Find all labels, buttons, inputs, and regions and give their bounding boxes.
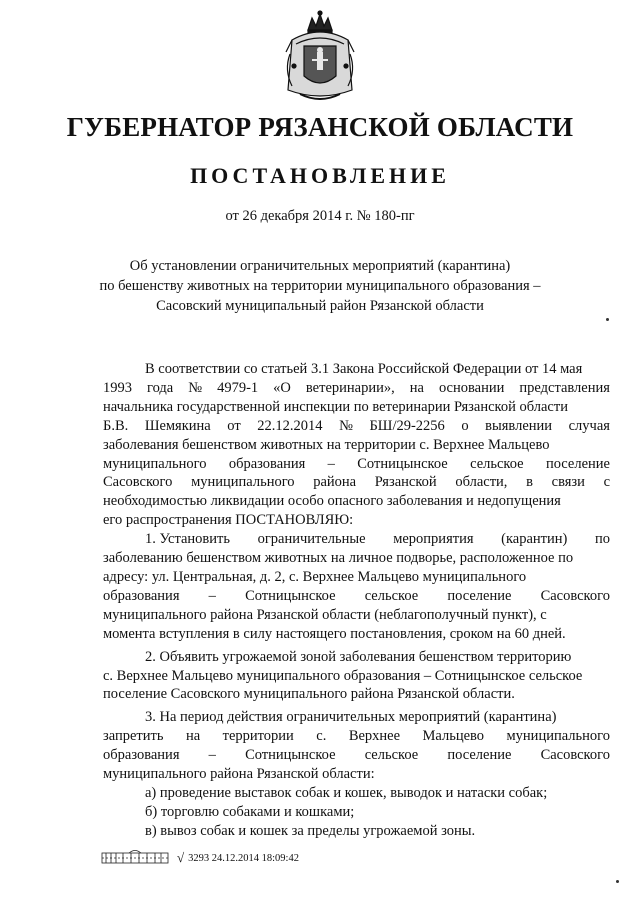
governor-title: ГУБЕРНАТОР РЯЗАНСКОЙ ОБЛАСТИ — [66, 112, 574, 142]
body-line: начальника государственной инспекции по ветеринарии Рязанской области — [103, 398, 568, 415]
paragraph-3-line: образования – Сотницынское сельское поселение Сасовского — [103, 747, 610, 764]
paragraph-3-line: 3. На период действия ограничительных мероприятий (карантина) — [145, 709, 557, 726]
paragraph-3-line: запретить на территории с. Верхнее Мальцево муниципального — [103, 728, 610, 745]
document-body — [103, 360, 610, 841]
paragraph-1-line: момента вступления в силу настоящего постановления, сроком на 60 дней. — [103, 625, 566, 642]
paragraph-3-line: муниципального района Рязанской области: — [103, 766, 375, 783]
body-line: заболевания бешенством животных на территории с. Верхнее Мальцево — [103, 436, 550, 453]
document-type: ПОСТАНОВЛЕНИЕ — [190, 163, 450, 188]
list-item: в) вывоз собак и кошек за пределы угрожаемой зоны. — [145, 822, 476, 839]
document-date-number: от 26 декабря 2014 г. № 180-пг — [225, 208, 415, 224]
body-line: необходимостью ликвидации особо опасного заболевания и недопущения — [103, 493, 561, 510]
body-line: Сасовского муниципального района Рязанской области, в связи с — [103, 474, 610, 491]
document-subject — [0, 256, 640, 316]
list-item: а) проведение выставок собак и кошек, выводок и натаски собак; — [145, 784, 548, 801]
subject-line: Сасовский муниципальный район Рязанской области — [156, 298, 484, 314]
body-line: Б.В. Шемякина от 22.12.2014 № БШ/29-2256 о выявлении случая — [103, 417, 610, 434]
registry-stamp-icon — [101, 850, 169, 866]
stray-mark — [606, 318, 609, 321]
paragraph-1-line: заболеванию бешенством животных на личное подворье, расположенное по — [103, 550, 574, 567]
stray-mark — [616, 880, 619, 883]
subject-line: Об установлении ограничительных мероприятий (карантина) — [129, 258, 511, 274]
body-line: 1993 года № 4979-1 «О ветеринарии», на основании представления — [103, 379, 610, 396]
registration-number-date: 3293 24.12.2014 18:09:42 — [188, 852, 299, 864]
registration-mark: √ — [177, 850, 185, 865]
coat-of-arms-emblem — [282, 10, 358, 106]
paragraph-2-line: поселение Сасовского муниципального района Рязанской области. — [103, 686, 515, 703]
list-item: б) торговлю собаками и кошками; — [145, 803, 355, 820]
paragraph-2-line: 2. Объявить угрожаемой зоной заболевания бешенством территорию — [145, 648, 572, 665]
registration-footer — [101, 848, 299, 868]
paragraph-1-line: 1. Установить ограничительные мероприятия (карантин) по — [145, 531, 610, 548]
body-line: В соответствии со статьей 3.1 Закона Российской Федерации от 14 мая — [145, 361, 583, 377]
body-line: муниципального образования – Сотницынское сельское поселение — [103, 455, 610, 472]
body-line: его распространения ПОСТАНОВЛЯЮ: — [103, 512, 354, 529]
paragraph-2-line: с. Верхнее Мальцево муниципального образования – Сотницынское сельское — [103, 667, 583, 684]
paragraph-1-line: образования – Сотницынское сельское поселение Сасовского — [103, 587, 610, 604]
paragraph-1-line: адресу: ул. Центральная, д. 2, с. Верхнее Мальцево муниципального — [103, 568, 527, 585]
paragraph-1-line: муниципального района Рязанской области (неблагополучный пункт), с — [103, 606, 547, 623]
subject-line: по бешенству животных на территории муниципального образования – — [99, 278, 541, 294]
